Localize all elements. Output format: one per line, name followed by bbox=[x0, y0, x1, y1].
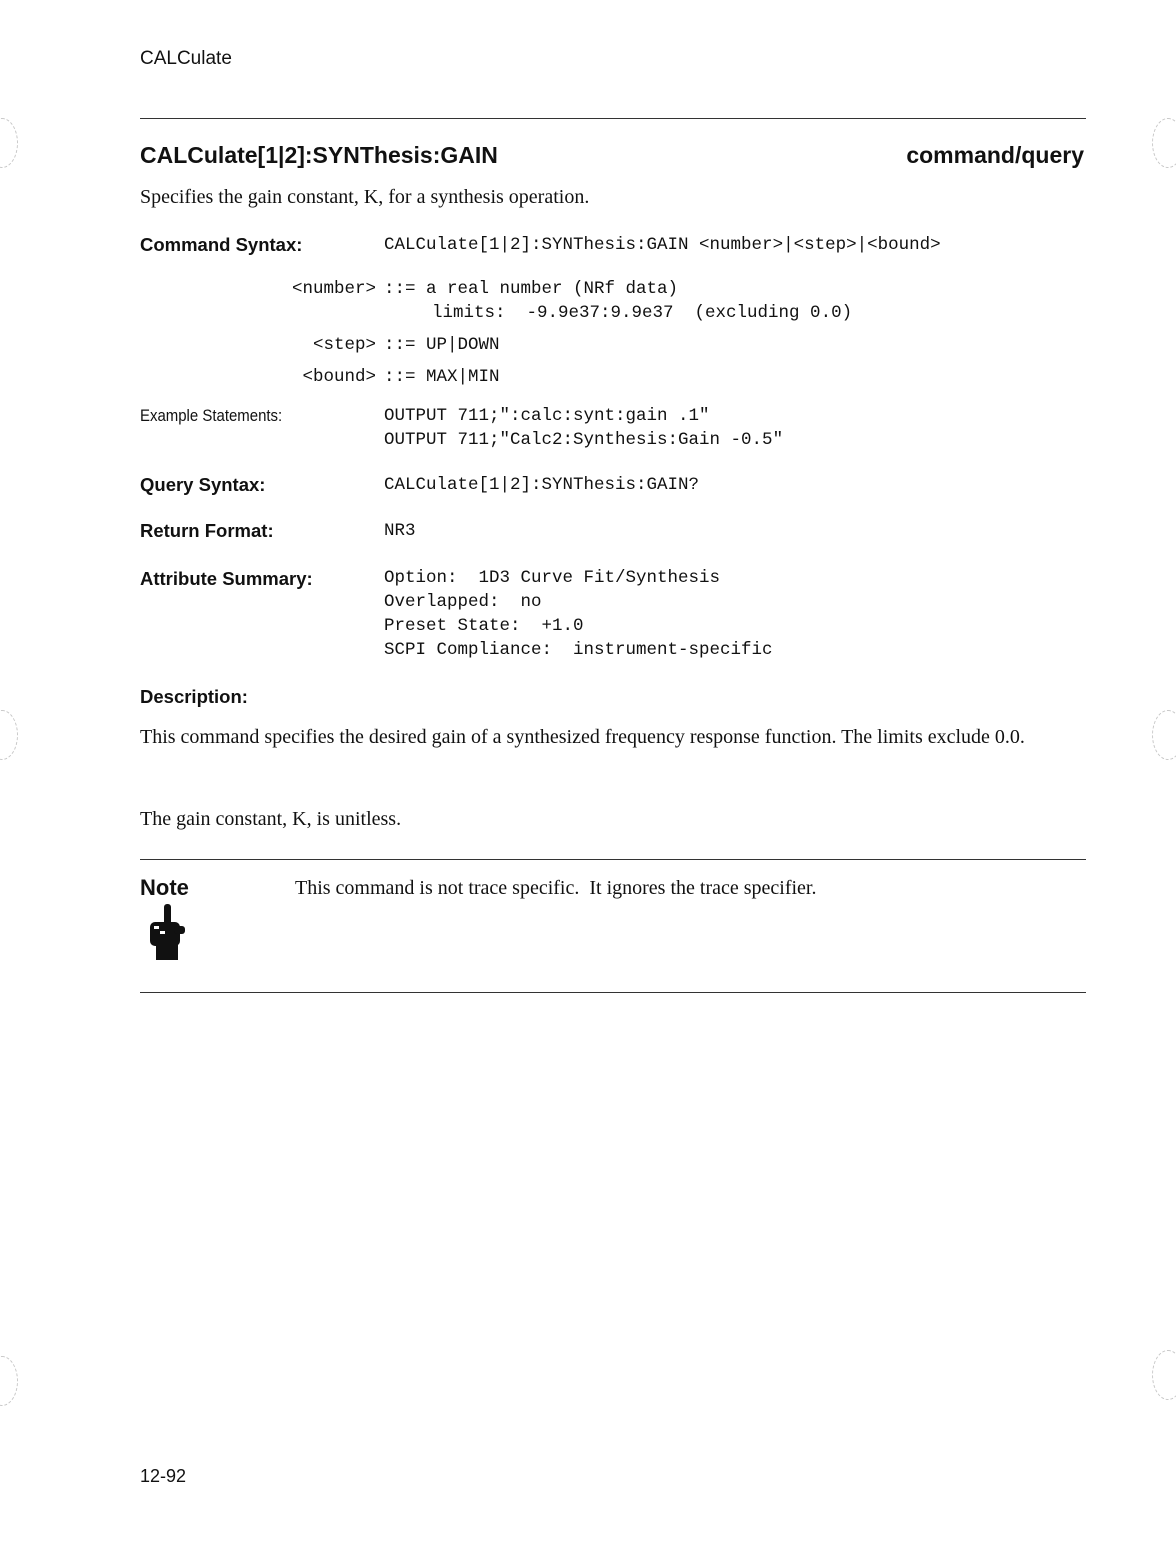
hole-punch-mark bbox=[1152, 710, 1176, 760]
command-summary: Specifies the gain constant, K, for a synthesis operation. bbox=[140, 186, 590, 208]
number-limits: limits: -9.9e37:9.9e37 (excluding 0.0) bbox=[432, 303, 853, 323]
attribute-line: Option: 1D3 Curve Fit/Synthesis bbox=[384, 568, 721, 588]
example-statement: OUTPUT 711;"Calc2:Synthesis:Gain -0.5" bbox=[384, 430, 784, 450]
attribute-line: Preset State: +1.0 bbox=[384, 616, 584, 636]
note-bottom-divider bbox=[140, 992, 1086, 993]
query-syntax-label: Query Syntax: bbox=[140, 474, 266, 495]
note-top-divider bbox=[140, 859, 1086, 860]
attribute-summary-label: Attribute Summary: bbox=[140, 568, 313, 589]
page-number: 12-92 bbox=[140, 1466, 187, 1486]
step-definition: ::= UP|DOWN bbox=[384, 335, 500, 355]
description-paragraph: The gain constant, K, is unitless. bbox=[140, 808, 402, 830]
command-syntax-label: Command Syntax: bbox=[140, 234, 303, 255]
attribute-line: SCPI Compliance: instrument-specific bbox=[384, 640, 773, 660]
top-divider bbox=[140, 118, 1086, 119]
command-type: command/query bbox=[906, 142, 1084, 168]
step-term: <step> bbox=[312, 335, 376, 355]
hole-punch-mark bbox=[1152, 1350, 1176, 1400]
bound-definition: ::= MAX|MIN bbox=[384, 367, 500, 387]
description-paragraph: This command specifies the desired gain of a synthesized frequency response function. The limits exclude 0.0. bbox=[140, 726, 1025, 748]
note-label: Note bbox=[140, 875, 189, 900]
pointing-hand-icon bbox=[146, 904, 190, 969]
hole-punch-mark bbox=[1152, 118, 1176, 168]
attribute-line: Overlapped: no bbox=[384, 592, 542, 612]
note-text: This command is not trace specific. It ignores the trace specifier. bbox=[295, 877, 817, 899]
command-syntax-value: CALCulate[1|2]:SYNThesis:GAIN <number>|<step>|<bound> bbox=[384, 235, 941, 255]
return-format-value: NR3 bbox=[384, 521, 416, 541]
number-definition: ::= a real number (NRf data) bbox=[384, 279, 679, 299]
hole-punch-mark bbox=[0, 118, 18, 168]
example-statement: OUTPUT 711;":calc:synt:gain .1" bbox=[384, 406, 710, 426]
command-title: CALCulate[1|2]:SYNThesis:GAIN bbox=[140, 142, 498, 168]
return-format-label: Return Format: bbox=[140, 520, 274, 541]
example-statements-label: Example Statements: bbox=[140, 406, 283, 425]
number-term: <number> bbox=[291, 279, 376, 299]
query-syntax-value: CALCulate[1|2]:SYNThesis:GAIN? bbox=[384, 475, 700, 495]
hole-punch-mark bbox=[0, 710, 18, 760]
description-label: Description: bbox=[140, 686, 248, 707]
hole-punch-mark bbox=[0, 1356, 18, 1406]
bound-term: <bound> bbox=[302, 367, 376, 387]
running-head: CALCulate bbox=[140, 48, 232, 69]
